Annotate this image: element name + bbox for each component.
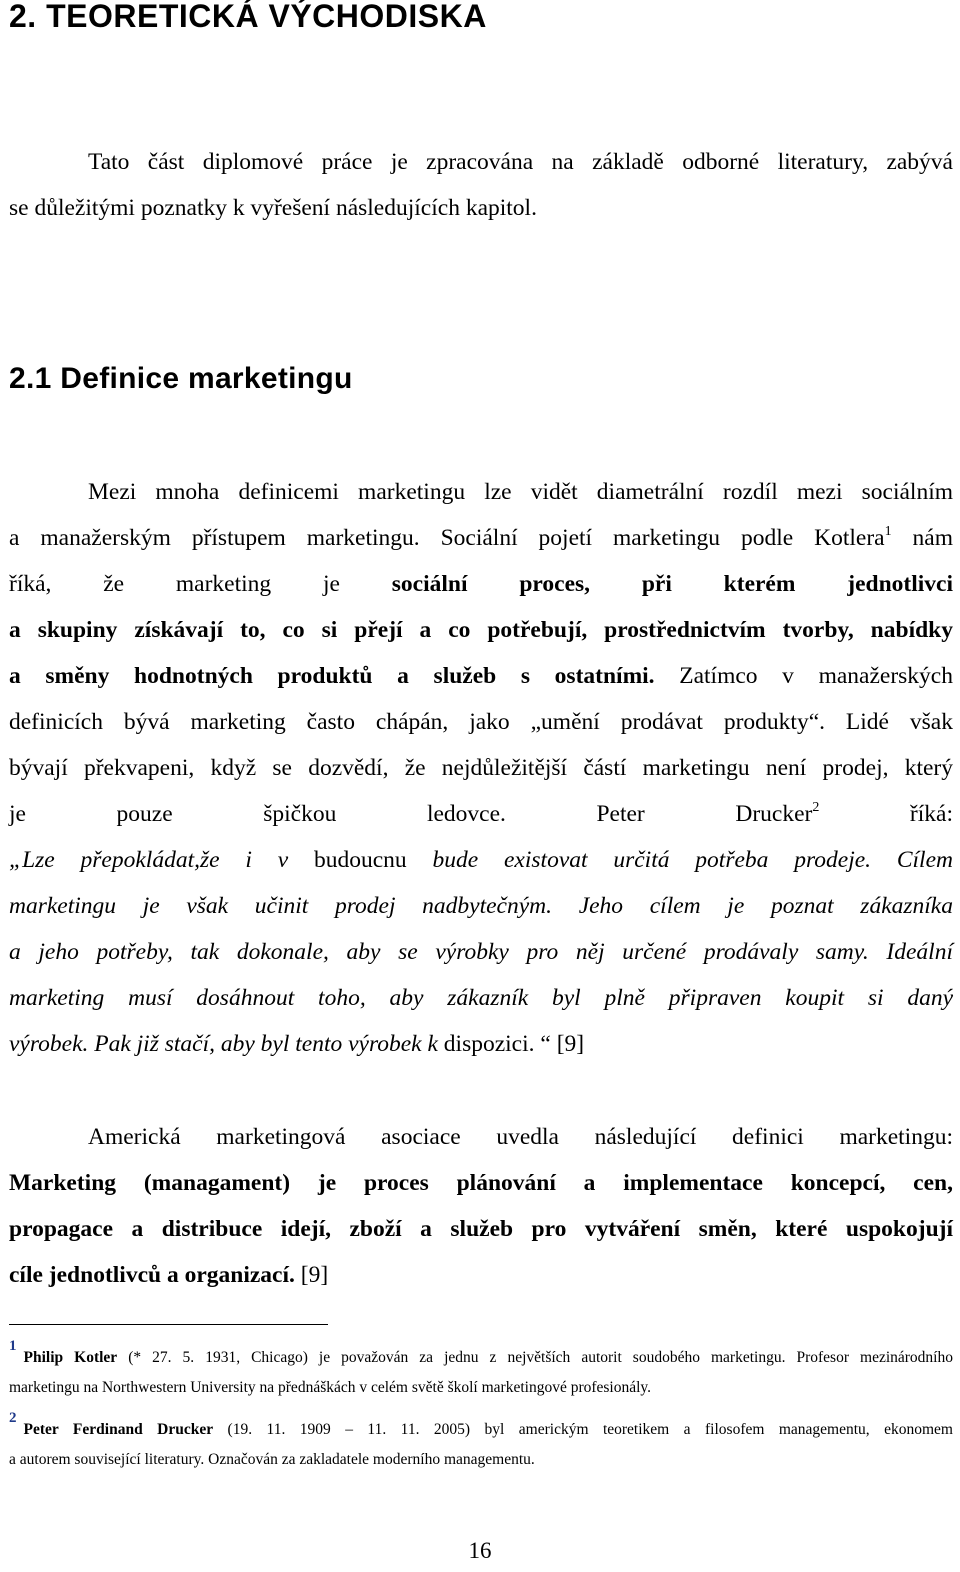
- text-line: říká:: [819, 801, 953, 827]
- section-heading: 2.1 Definice marketingu: [9, 362, 353, 395]
- bold-definition: cíle jednotlivců a organizací.: [9, 1262, 295, 1288]
- chapter-heading: 2. TEORETICKÁ VÝCHODISKA: [9, 0, 487, 34]
- citation: dispozici. “ [9]: [437, 1031, 585, 1057]
- text-line: říká, že marketing je: [9, 571, 392, 597]
- definition-paragraph: [9, 469, 953, 1067]
- intro-paragraph: [9, 139, 953, 231]
- footnote-ref: 2: [812, 800, 820, 815]
- page-number: 16: [468, 1538, 492, 1563]
- ama-definition-paragraph: [9, 1114, 953, 1298]
- citation: [9]: [294, 1262, 329, 1288]
- footnote-text: (19. 11. 1909 – 11. 11. 2005) byl americkým teoretikem a filosofem managementu, ekonomem: [213, 1421, 953, 1438]
- quote-text: bude existovat určitá potřeba prodeje. Cílem: [432, 847, 953, 873]
- quote-text: a jeho potřeby, tak dokonale, aby se výrobky pro něj určené prodávaly samy. Ideální: [9, 939, 953, 965]
- bold-definition: sociální proces, při kterém jednotlivci: [391, 571, 953, 597]
- bold-definition: Marketing (managament) je proces plánování a implementace koncepcí, cen,: [9, 1170, 953, 1196]
- footnote-text: marketingu na Northwestern University na přednáškách v celém světě školí marketingové profesionály.: [9, 1379, 652, 1396]
- text-line: Zatímco v manažerských: [654, 663, 953, 689]
- footnote-ref: 1: [884, 524, 892, 539]
- text-line: nám: [891, 525, 953, 551]
- footnote-text: (* 27. 5. 1931, Chicago) je považován za jednu z největších autorit soudobého marketingu. Profesor mezinárodního: [117, 1349, 953, 1366]
- intro-line: se důležitými poznatky k vyřešení následujících kapitol.: [9, 195, 537, 221]
- footnote-separator: [9, 1324, 328, 1325]
- quote-text: marketingu je však učinit prodej nadbytečným. Jeho cílem je poznat zákazníka: [9, 893, 953, 919]
- text-line: definicích bývá marketing často chápán, jako „umění prodávat produkty“. Lidé však: [9, 709, 953, 735]
- footnote-2: [9, 1410, 953, 1475]
- bold-definition: propagace a distribuce idejí, zboží a služeb pro vytváření směn, které uspokojují: [9, 1216, 953, 1242]
- text-line: budoucnu: [288, 847, 433, 873]
- text-line: je pouze špičkou ledovce. Peter Drucker: [9, 801, 813, 827]
- footnote-1: [9, 1338, 953, 1403]
- footnote-mark: 2: [9, 1410, 17, 1426]
- intro-line: Tato část diplomové práce je zpracována na základě odborné literatury, zabývá: [88, 149, 953, 175]
- text-line: Mezi mnoha definicemi marketingu lze vidět diametrální rozdíl mezi sociálním: [88, 479, 953, 505]
- quote-text: marketing musí dosáhnout toho, aby zákazník byl plně připraven koupit si daný: [9, 985, 953, 1011]
- footnote-name: Philip Kotler: [23, 1349, 118, 1366]
- text-line: bývají překvapeni, když se dozvědí, že nejdůležitější částí marketingu není prodej, který: [9, 755, 953, 781]
- footnote-mark: 1: [9, 1338, 17, 1354]
- bold-definition: a směny hodnotných produktů a služeb s ostatními.: [9, 663, 655, 689]
- text-line: Americká marketingová asociace uvedla následující definici marketingu:: [88, 1124, 953, 1150]
- quote-text: „Lze přepokládat,že i v: [9, 847, 289, 873]
- footnote-name: Peter Ferdinand Drucker: [23, 1421, 214, 1438]
- bold-definition: a skupiny získávají to, co si přejí a co potřebují, prostřednictvím tvorby, nabídky: [9, 617, 953, 643]
- text-line: a manažerským přístupem marketingu. Sociální pojetí marketingu podle Kotlera: [9, 525, 885, 551]
- footnote-text: a autorem související literatury. Označován za zakladatele moderního managementu.: [9, 1451, 535, 1468]
- quote-text: výrobek. Pak již stačí, aby byl tento výrobek k: [9, 1031, 438, 1057]
